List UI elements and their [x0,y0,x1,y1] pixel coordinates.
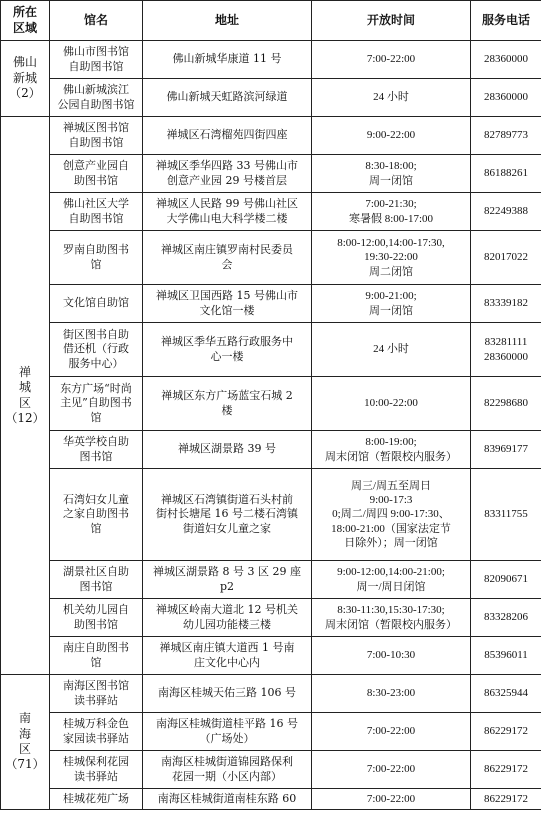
table-row [1,231,541,285]
library-name-cell: 机关幼儿园自 助图书馆 [50,599,143,637]
address-cell: 禅城区季华五路行政服务中 心一楼 [143,323,312,377]
header-name: 馆名 [50,1,143,41]
table-row [1,117,541,155]
address-cell: 禅城区石湾榴苑四街四座 [143,117,312,155]
library-name-cell: 街区图书自助 借还机（行政 服务中心） [50,323,143,377]
phone-cell: 86325944 [471,675,541,713]
table-row [1,41,541,79]
address-cell: 禅城区南庄镇罗南村民委员 会 [143,231,312,285]
phone-cell: 86229172 [471,789,541,810]
header-address: 地址 [143,1,312,41]
hours-cell: 7:00-22:00 [312,41,471,79]
library-name-cell: 东方广场“时尚 主见”自助图书 馆 [50,377,143,431]
region-cell: 禅 城 区 （12） [1,117,50,675]
hours-cell: 8:30-18:00; 周一闭馆 [312,155,471,193]
phone-cell: 83328206 [471,599,541,637]
phone-cell: 83311755 [471,469,541,561]
table-row [1,193,541,231]
phone-cell: 82090671 [471,561,541,599]
library-name-cell: 湖景社区自助 图书馆 [50,561,143,599]
address-cell: 禅城区人民路 99 号佛山社区 大学佛山电大科学楼二楼 [143,193,312,231]
table-row [1,675,541,713]
table-row [1,79,541,117]
library-name-cell: 南海区图书馆 读书驿站 [50,675,143,713]
phone-cell: 83339182 [471,285,541,323]
hours-cell: 10:00-22:00 [312,377,471,431]
hours-cell: 9:00-21:00; 周一闭馆 [312,285,471,323]
hours-cell: 7:00-22:00 [312,751,471,789]
phone-cell: 83281111 28360000 [471,323,541,377]
header-hours: 开放时间 [312,1,471,41]
library-name-cell: 佛山新城滨江 公园自助图书馆 [50,79,143,117]
table-row [1,323,541,377]
address-cell: 禅城区卫国西路 15 号佛山市 文化馆一楼 [143,285,312,323]
library-name-cell: 禅城区图书馆 自助图书馆 [50,117,143,155]
library-name-cell: 桂城花苑广场 [50,789,143,810]
library-name-cell: 桂城万科金色 家园读书驿站 [50,713,143,751]
hours-cell: 7:00-21:30; 寒暑假 8:00-17:00 [312,193,471,231]
table-row [1,789,541,810]
phone-cell: 86229172 [471,713,541,751]
phone-cell: 82298680 [471,377,541,431]
phone-cell: 85396011 [471,637,541,675]
phone-cell: 86229172 [471,751,541,789]
phone-cell: 82789773 [471,117,541,155]
address-cell: 禅城区湖景路 39 号 [143,431,312,469]
table-row [1,599,541,637]
hours-cell: 8:00-12:00,14:00-17:30, 19:30-22:00 周二闭馆 [312,231,471,285]
library-name-cell: 南庄自助图书 馆 [50,637,143,675]
region-cell: 南 海 区 （71） [1,675,50,810]
header-region: 所在 区域 [1,1,50,41]
hours-cell: 8:30-11:30,15:30-17:30; 周末闭馆（暂限校内服务） [312,599,471,637]
hours-cell: 24 小时 [312,323,471,377]
address-cell: 南海区桂城街道锦园路保利 花园一期（小区内部） [143,751,312,789]
library-name-cell: 文化馆自助馆 [50,285,143,323]
library-name-cell: 石湾妇女儿童 之家自助图书 馆 [50,469,143,561]
address-cell: 禅城区石湾镇街道石头村前 街村长塘尾 16 号二楼石湾镇 街道妇女儿童之家 [143,469,312,561]
address-cell: 佛山新城华康道 11 号 [143,41,312,79]
address-cell: 禅城区湖景路 8 号 3 区 29 座 p2 [143,561,312,599]
hours-cell: 9:00-22:00 [312,117,471,155]
phone-cell: 28360000 [471,41,541,79]
address-cell: 禅城区东方广场蓝宝石城 2 楼 [143,377,312,431]
table-row [1,431,541,469]
phone-cell: 82249388 [471,193,541,231]
table-row [1,377,541,431]
hours-cell: 7:00-22:00 [312,789,471,810]
hours-cell: 7:00-10:30 [312,637,471,675]
address-cell: 南海区桂城天佑三路 106 号 [143,675,312,713]
table-row [1,155,541,193]
region-cell: 佛山 新城 （2） [1,41,50,117]
table-row [1,469,541,561]
library-name-cell: 创意产业园自 助图书馆 [50,155,143,193]
library-name-cell: 佛山社区大学 自助图书馆 [50,193,143,231]
library-name-cell: 罗南自助图书 馆 [50,231,143,285]
phone-cell: 86188261 [471,155,541,193]
hours-cell: 8:00-19:00; 周末闭馆（暂限校内服务） [312,431,471,469]
phone-cell: 83969177 [471,431,541,469]
library-name-cell: 华英学校自助 图书馆 [50,431,143,469]
address-cell: 禅城区南庄镇大道西 1 号南 庄文化中心内 [143,637,312,675]
phone-cell: 28360000 [471,79,541,117]
header-row [1,1,541,41]
phone-cell: 82017022 [471,231,541,285]
hours-cell: 9:00-12:00,14:00-21:00; 周一/周日闭馆 [312,561,471,599]
address-cell: 禅城区季华四路 33 号佛山市 创意产业园 29 号楼首层 [143,155,312,193]
table-row [1,751,541,789]
address-cell: 禅城区岭南大道北 12 号机关 幼儿园功能楼三楼 [143,599,312,637]
library-name-cell: 佛山市图书馆 自助图书馆 [50,41,143,79]
header-phone: 服务电话 [471,1,541,41]
hours-cell: 周三/周五至周日 9:00-17:3 0;周二/周四 9:00-17:30、 18:00-21:00（国家法定节 日除外）；周一闭馆 [312,469,471,561]
table-body [1,41,541,810]
table-row [1,637,541,675]
table-row [1,561,541,599]
library-name-cell: 桂城保利花园 读书驿站 [50,751,143,789]
hours-cell: 7:00-22:00 [312,713,471,751]
address-cell: 佛山新城天虹路滨河绿道 [143,79,312,117]
hours-cell: 24 小时 [312,79,471,117]
table-row [1,285,541,323]
address-cell: 南海区桂城街道南桂东路 60 [143,789,312,810]
address-cell: 南海区桂城街道桂平路 16 号 （广场处） [143,713,312,751]
hours-cell: 8:30-23:00 [312,675,471,713]
table-row [1,713,541,751]
